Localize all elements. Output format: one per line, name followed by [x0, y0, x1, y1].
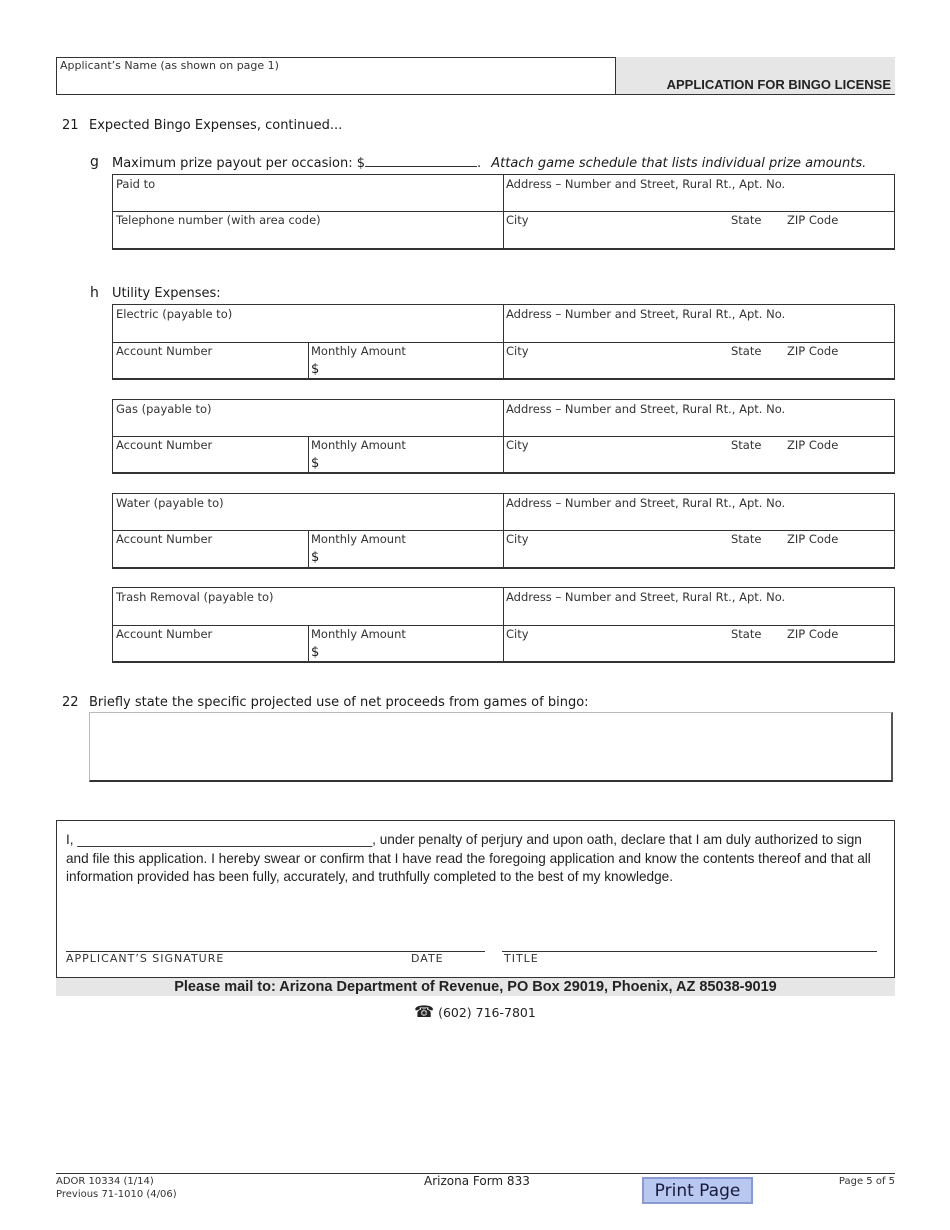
- phone-line: [0, 1002, 950, 1021]
- electric-state-field[interactable]: State: [731, 344, 762, 358]
- gas-account-field[interactable]: Account Number: [116, 438, 213, 452]
- title-line[interactable]: [502, 951, 877, 952]
- utility-table-electric: [112, 304, 895, 380]
- payee-state-field[interactable]: State: [731, 213, 762, 227]
- water-monthly-field[interactable]: Monthly Amount $: [311, 532, 406, 565]
- gas-city-field[interactable]: City: [506, 438, 529, 452]
- paid-to-field[interactable]: Paid to: [116, 177, 156, 191]
- electric-account-field[interactable]: Account Number: [116, 344, 213, 358]
- gas-state-field[interactable]: State: [731, 438, 762, 452]
- print-page-button[interactable]: Print Page: [642, 1177, 753, 1204]
- utility-expenses-label: Utility Expenses:: [112, 286, 221, 301]
- trash-state-field[interactable]: State: [731, 627, 762, 641]
- electric-city-field[interactable]: City: [506, 344, 529, 358]
- question-21-text: Expected Bingo Expenses, continued...: [89, 118, 343, 133]
- form-code: ADOR 10334 (1/14): [56, 1176, 154, 1187]
- payee-telephone-field[interactable]: Telephone number (with area code): [116, 213, 321, 227]
- form-title: APPLICATION FOR BINGO LICENSE: [666, 77, 891, 92]
- prize-payee-table: [112, 174, 895, 250]
- mailing-address: Please mail to: Arizona Department of Revenue, PO Box 29019, Phoenix, AZ 85038-9019: [56, 978, 895, 996]
- applicant-name-field[interactable]: [56, 57, 616, 95]
- water-address-field[interactable]: Address – Number and Street, Rural Rt., Apt. No.: [506, 496, 786, 510]
- utility-table-trash: [112, 587, 895, 663]
- applicant-name-label: Applicant’s Name (as shown on page 1): [60, 59, 279, 72]
- water-state-field[interactable]: State: [731, 532, 762, 546]
- water-account-field[interactable]: Account Number: [116, 532, 213, 546]
- question-21-number: 21: [62, 118, 79, 133]
- max-prize-label: Maximum prize payout per occasion: $: [112, 156, 365, 171]
- form-name: Arizona Form 833: [424, 1174, 530, 1188]
- payee-city-field[interactable]: City: [506, 213, 529, 227]
- phone-icon: ☎: [414, 1002, 435, 1021]
- item-g-letter: g: [90, 154, 99, 170]
- water-payable-field[interactable]: Water (payable to): [116, 496, 224, 510]
- item-h-letter: h: [90, 285, 99, 301]
- title-label: TITLE: [504, 952, 539, 965]
- max-prize-period: .: [477, 156, 482, 171]
- water-zip-field[interactable]: ZIP Code: [787, 532, 839, 546]
- trash-address-field[interactable]: Address – Number and Street, Rural Rt., Apt. No.: [506, 590, 786, 604]
- footer-form-codes: [56, 1175, 177, 1201]
- trash-city-field[interactable]: City: [506, 627, 529, 641]
- utility-table-water: [112, 493, 895, 569]
- water-city-field[interactable]: City: [506, 532, 529, 546]
- page-number: Page 5 of 5: [838, 1176, 895, 1187]
- net-proceeds-textarea[interactable]: [89, 712, 893, 782]
- electric-zip-field[interactable]: ZIP Code: [787, 344, 839, 358]
- trash-zip-field[interactable]: ZIP Code: [787, 627, 839, 641]
- electric-payable-field[interactable]: Electric (payable to): [116, 307, 233, 321]
- gas-address-field[interactable]: Address – Number and Street, Rural Rt., Apt. No.: [506, 402, 786, 416]
- trash-payable-field[interactable]: Trash Removal (payable to): [116, 590, 274, 604]
- gas-monthly-field[interactable]: Monthly Amount $: [311, 438, 406, 471]
- gas-zip-field[interactable]: ZIP Code: [787, 438, 839, 452]
- utility-table-gas: [112, 399, 895, 474]
- gas-payable-field[interactable]: Gas (payable to): [116, 402, 212, 416]
- signature-label: APPLICANT’S SIGNATURE: [66, 952, 225, 965]
- max-prize-input[interactable]: [365, 154, 477, 167]
- phone-number: (602) 716-7801: [438, 1005, 536, 1020]
- form-title-band: [616, 57, 895, 95]
- electric-address-field[interactable]: Address – Number and Street, Rural Rt., Apt. No.: [506, 307, 786, 321]
- question-22-number: 22: [62, 695, 79, 710]
- question-22-text: Briefly state the specific projected use of net proceeds from games of bingo:: [89, 695, 589, 710]
- electric-monthly-field[interactable]: Monthly Amount $: [311, 344, 406, 377]
- payee-address-field[interactable]: Address – Number and Street, Rural Rt., Apt. No.: [506, 177, 786, 191]
- item-g-line: [112, 154, 866, 171]
- declaration-box: [56, 820, 895, 978]
- previous-form-code: Previous 71-1010 (4/06): [56, 1189, 177, 1200]
- trash-account-field[interactable]: Account Number: [116, 627, 213, 641]
- date-label: DATE: [411, 952, 444, 965]
- attach-note: Attach game schedule that lists individual prize amounts.: [491, 156, 867, 171]
- payee-zip-field[interactable]: ZIP Code: [787, 213, 839, 227]
- declaration-text: I, _______________________________________, under penalty of perjury and upon oath, declare that I am duly authorized to sign and file this application. I hereby swear or confirm that I have read the foregoing application and know the contents thereof and that all information provided has been fully, accurately, and truthfully completed to the best of my knowledge.: [66, 832, 871, 884]
- trash-monthly-field[interactable]: Monthly Amount $: [311, 627, 406, 660]
